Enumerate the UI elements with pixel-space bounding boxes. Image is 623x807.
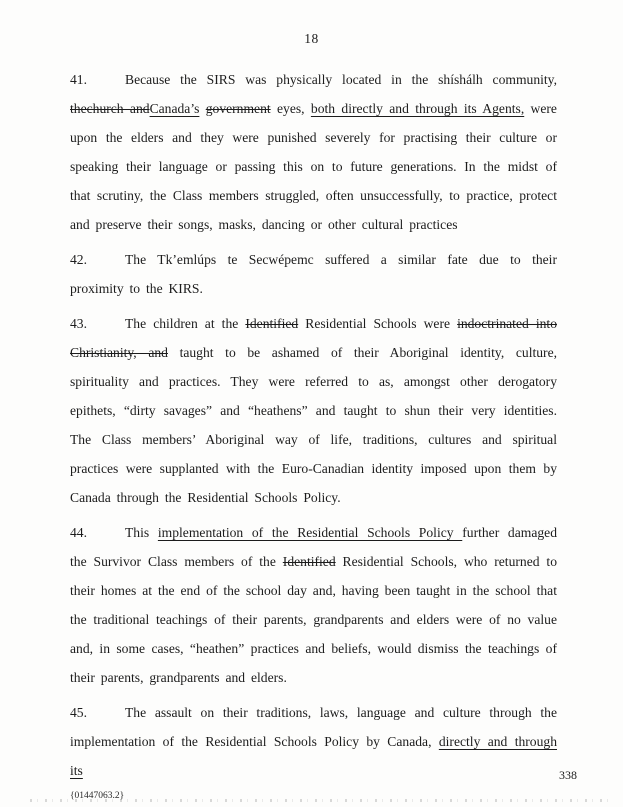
text-segment-normal: eyes, (270, 101, 311, 116)
paragraph-number: 44. (70, 525, 87, 540)
paragraph-number: 43. (70, 316, 87, 331)
footer-document-reference: {01447063.2} (70, 791, 125, 801)
text-segment-underline: Canada’s (149, 101, 200, 116)
text-segment-underline: implementation of the Residential Schools Policy (157, 525, 463, 540)
text-segment-normal: Residential Schools were (298, 316, 458, 331)
page-header-number: 18 (304, 31, 319, 46)
text-segment-normal: The Tk’emlúps te Secwépemc suffered a similar fate due to their proximity to the KIRS. (70, 252, 557, 296)
text-segment-strike: Identified (245, 316, 299, 331)
text-segment-strike: thechurch and (70, 101, 150, 116)
text-segment-underline: directly and through its (70, 734, 557, 778)
text-segment-normal: were upon the elders and they were punished severely for practising their culture or speaking their language or passing this on to future generations. In the midst of that scrutiny, the Class members struggled, often unsuccessfully, to practice, protect and preserve their songs, masks, dancing or other cultural practices (70, 101, 557, 232)
paragraph-44 (70, 518, 557, 692)
paragraph-43 (70, 309, 557, 512)
text-segment-normal: The children at the (125, 316, 246, 331)
paragraph-list (70, 65, 557, 785)
paragraph-41 (70, 65, 557, 239)
text-segment-strike: indoctrinated into Christianity, and (70, 316, 557, 360)
paragraph-number: 42. (70, 252, 87, 267)
text-segment-strike: Identified (282, 554, 336, 569)
text-segment-normal: Because the SIRS was physically located in the shíshálh community, (125, 72, 557, 87)
text-segment-normal: The assault on their traditions, laws, language and culture through the implementation of the Residential Schools Policy by Canada, (70, 705, 557, 749)
text-segment-underline: both directly and through its Agents, (310, 101, 525, 116)
scan-artifact-line (30, 799, 613, 802)
text-segment-strike: government (205, 101, 271, 116)
paragraph-number: 45. (70, 705, 87, 720)
text-segment-normal: Residential Schools, who returned to their homes at the end of the school day and, having been taught in the school that the traditional teachings of their parents, grandparents and elders were of no value and, in some cases, “heathen” practices and beliefs, would dismiss the teachings of their parents, grandparents and elders. (70, 554, 558, 685)
paragraph-number: 41. (70, 72, 87, 87)
text-segment-normal: taught to be ashamed of their Aboriginal identity, culture, spirituality and practices. They were referred to as, amongst other derogatory epithets, “dirty savages” and “heathens” and taught to shun their very identities. The Class members’ Aboriginal way of life, traditions, cultures and spiritual practices were supplanted with the Euro-Canadian identity imposed upon them by Canada through the Residential Schools Policy. (70, 345, 557, 505)
paragraph-45 (70, 698, 557, 785)
paragraph-42 (70, 245, 557, 303)
text-segment-normal: further damaged the Survivor Class members of the (70, 525, 557, 569)
footer-folio-number: 338 (559, 768, 577, 782)
text-segment-normal: This (125, 525, 158, 540)
